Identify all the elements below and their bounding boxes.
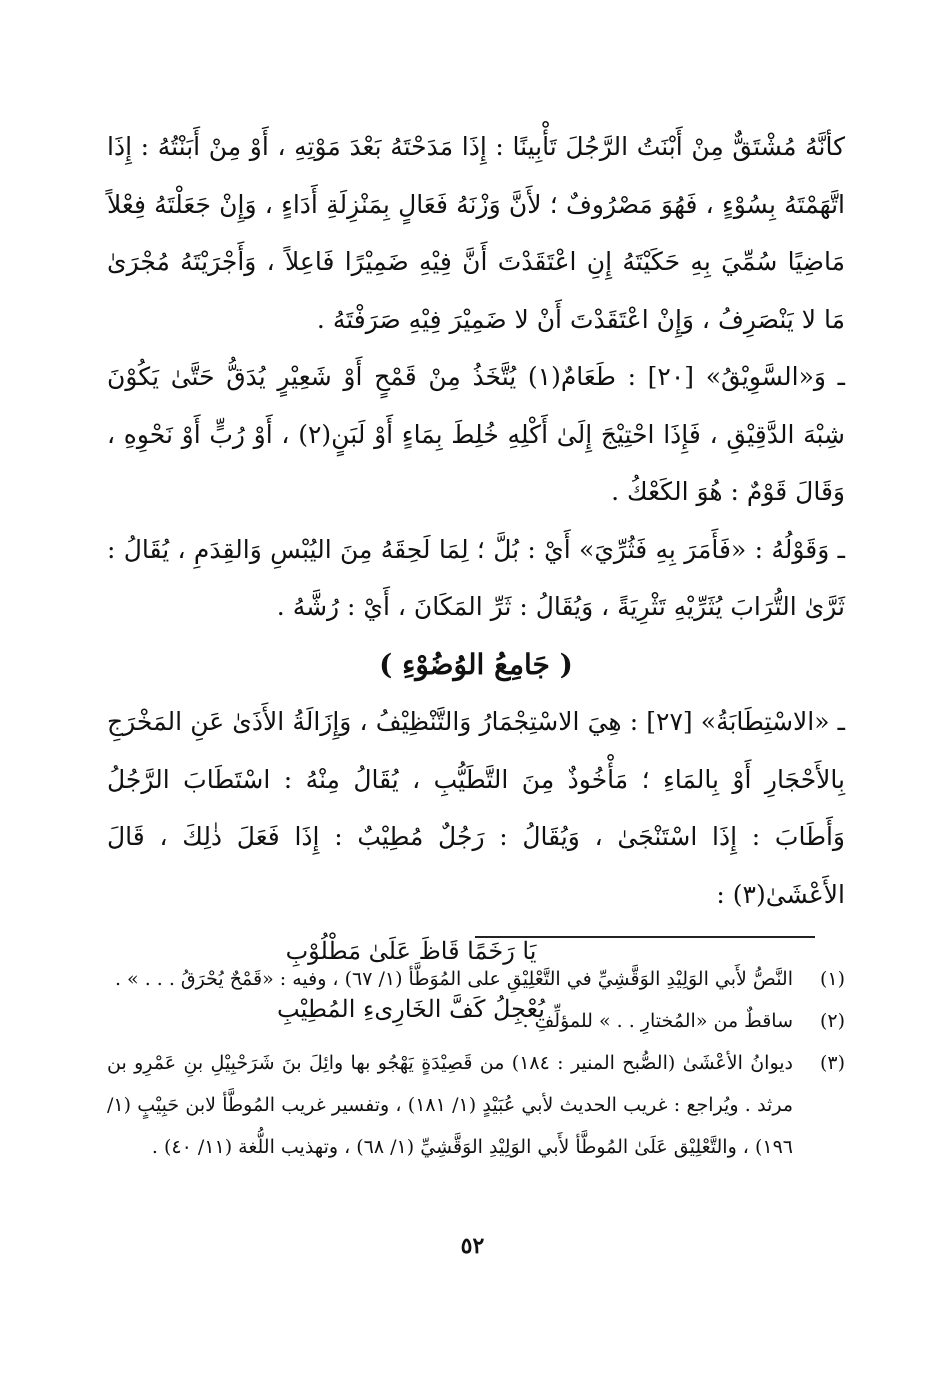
paragraph-al-sawiq: ـ وَ«السَّوِيْقُ» [٢٠] : طَعَامٌ(١) يُتَّخَذُ مِنْ قَمْحٍ أَوْ شَعِيْرٍ يُدَقُّ حَتَّىٰ يَكُوْنَ شِبْهَ الدَّقِيْقِ ، فَإِذَا احْتِيْجَ إِلَىٰ أَكْلِهِ خُلِطَ بِمَاءٍ أَوْ لَبَنٍ(٢) ، أَوْ رُبٍّ أَوْ نَحْوِهِ ، وَقَالَ قَوْمٌ : هُوَ الكَعْكُ .	[107, 362, 845, 506]
footnote-text: ديوانُ الأعْشَىٰ (الصُّبح المنير : ١٨٤) من قَصِيْدَةٍ يَهْجُو بها وائِلَ بنَ شَرَحْبِيْلِ بنِ عَمْرِو بن مرثد . ويُراجع : غريب الحديث لأبي عُبَيْدٍ (١/ ١٨١) ، وتفسير غريب المُوطَّأ لابن حَبِيْبٍ (١/ ١٩٦) ، والتَّعْلِيْق عَلَىٰ المُوطَّأ لأَبي الوَلِيْدِ الوَقَّشِيِّ (١/ ٦٨) ، وتهذيب اللُّغة (١١/ ٤٠) .	[107, 1052, 794, 1158]
footnote-text: ساقطٌ من «المُختارِ . . » للمؤلِّفِ .	[522, 1010, 793, 1032]
poem-verse-1: يَا رَخَمًا قَاظَ عَلَىٰ مَطْلُوْبِ	[285, 937, 537, 965]
section-heading: ( جَامِعُ الوُضُوْءِ )	[379, 647, 573, 681]
paragraph-fa-thurriya: ـ وَقَوْلُهُ : «فَأَمَرَ بِهِ فَثُرِّيَ» أَيْ : بُلَّ ؛ لِمَا لَحِقَهُ مِنَ اليُبْسِ وَالقِدَمِ ، يُقَالُ : ثَرَّىٰ التُّرَابَ يُثَرِّيْهِ تَثْرِيَةً ، وَيُقَالُ : ثَرِّ المَكَانَ ، أَيْ : رُشَّهُ .	[107, 534, 845, 621]
footnote-3	[107, 1042, 845, 1168]
footnotes-block	[107, 958, 845, 1168]
poem-verse-2: يُعْجِلُ كَفَّ الخَارِىءِ المُطِيْبِ	[277, 994, 545, 1023]
footnote-number: (١)	[819, 968, 845, 990]
footnote-1	[107, 958, 845, 1000]
footnote-separator	[475, 936, 815, 938]
footnote-number: (٣)	[819, 1052, 845, 1074]
footnote-number: (٢)	[819, 1010, 845, 1032]
footnote-2	[107, 1000, 845, 1042]
main-text-block	[107, 118, 845, 1038]
paragraph-al-istitaba: ـ «الاسْتِطَابَةُ» [٢٧] : هِيَ الاسْتِجْمَارُ وَالتَّنْظِيْفُ ، وَإِزَالَةُ الأَذَىٰ عَنِ المَخْرَجِ بِالأَحْجَارِ أَوْ بِالمَاءِ ؛ مَأْخُوذٌ مِنَ التَّطَيُّبِ ، يُقَالُ مِنْهُ : اسْتَطَابَ الرَّجُلُ وَأَطَابَ : إِذَا اسْتَنْجَىٰ ، وَيُقَالُ : رَجُلٌ مُطِيْبٌ : إِذَا فَعَلَ ذٰلِكَ ، قَالَ الأَعْشَىٰ(٣) :	[107, 707, 845, 909]
footnote-text: النَّصُّ لأَبي الوَلِيْدِ الوَقَّشِيِّ في التَّعْلِيْقِ على المُوَطَّأ (١/ ٦٧) ، وفيه : «قَمْحٌ يُحْرَقُ . . . » .	[114, 968, 793, 990]
page-number: ٥٢	[460, 1233, 485, 1259]
paragraph-ta-bin: كأنَّهُ مُشْتَقٌّ مِنْ أَبْنَتُ الرَّجُلَ تَأْبِينًا : إِذَا مَدَحْتَهُ بَعْدَ مَوْتِهِ ، أَوْ مِنْ أَبَنْتُهُ : إِذَا اتَّهَمْتَهُ بِسُوْءٍ ، فَهُوَ مَصْرُوفٌ ؛ لأَنَّ وَزْنَهُ فَعَالٍ بِمَنْزِلَةِ أَدَاءٍ ، وَإِنْ جَعَلْتَهُ فِعْلاً مَاضِيًا سُمِّيَ بِهِ حَكَيْتَهُ إِنِ اعْتَقَدْتَ أَنَّ فِيْهِ ضَمِيْرًا فَاعِلاً ، وَأَجْرَيْتَهُ مُجْرَىٰ مَا لا يَنْصَرِفُ ، وَإِنْ اعْتَقَدْتَ أَنْ لا ضَمِيْرَ فِيْهِ صَرَفْتَهُ .	[107, 132, 845, 334]
